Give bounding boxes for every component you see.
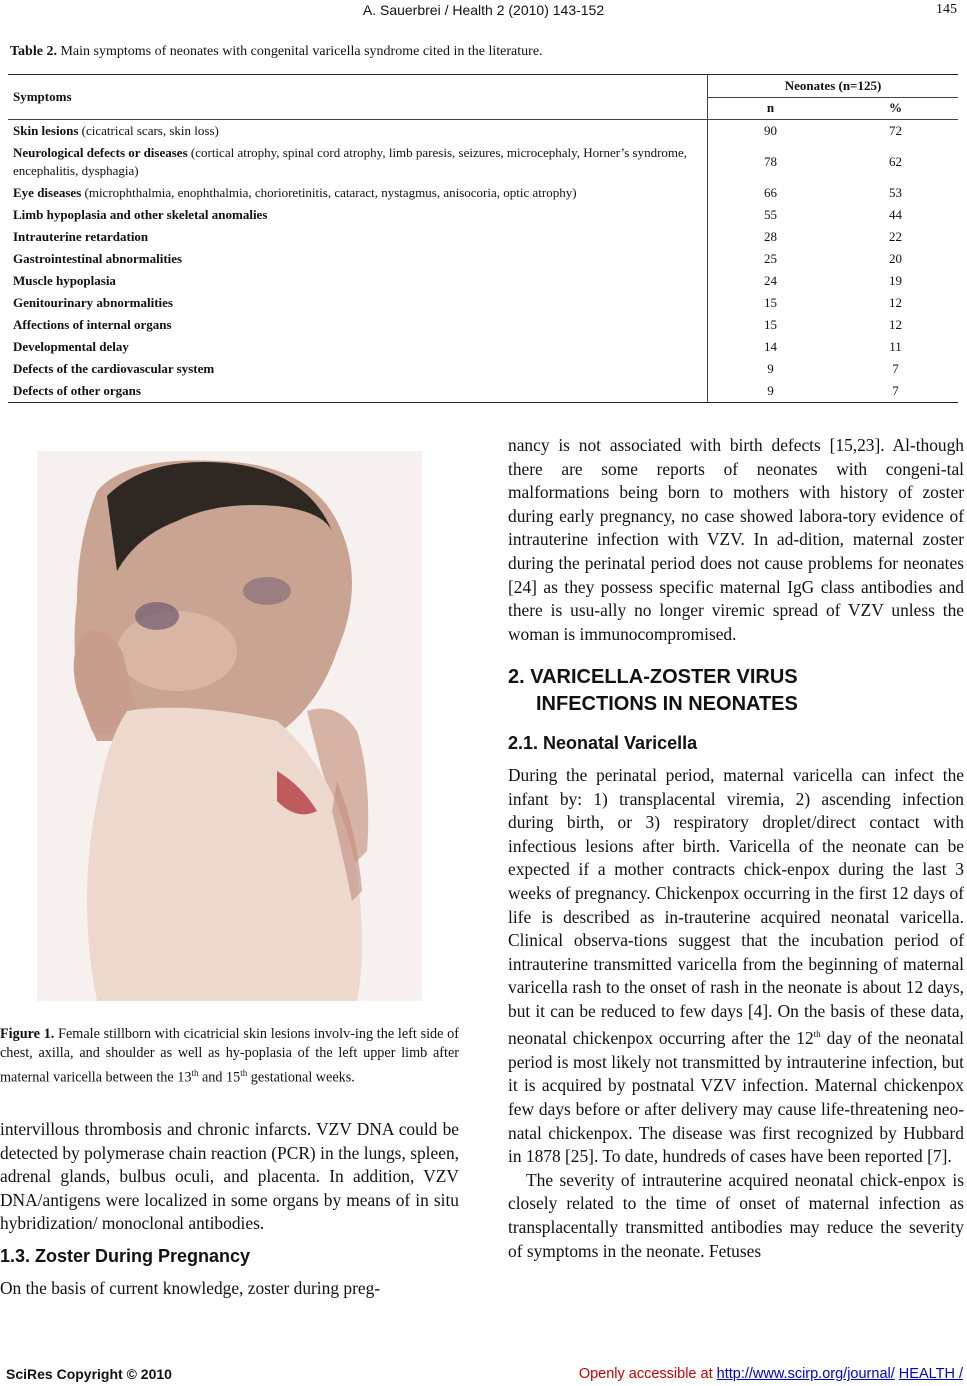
percent-cell: 7	[892, 383, 899, 398]
count-cell: 15	[764, 317, 777, 332]
symptom-name: Gastrointestinal abnormalities	[13, 251, 183, 266]
percent-cell: 72	[889, 123, 902, 138]
figure-label: Figure 1.	[0, 1026, 55, 1042]
table-row	[8, 120, 958, 143]
table-row	[8, 336, 958, 358]
paragraph-text: During the perinatal period, maternal varicella can infect the infant by: 1) transplacental viremia, 2) ascending infection during birth, or 3) respiratory droplet/direct contact with infectious lesions after birth. Varicella of the neonate can be expected if a mother contracts chick-enpox during the last 3 weeks of pregnancy. Chickenpox occurring in the first 12 days of life is described as in-trauterine acquired neonatal varicella. Clinical observa-tions suggest that the incubation period of intrauterine transmitted varicella from the beginning of maternal varicella rash to the onset of rash in the neonate is about 12 days, but it can be reduced to few days [4]. On the basis of these data, neonatal chickenpox occurring after the 12	[508, 764, 964, 1049]
footer-open-text: Openly accessible at	[578, 1366, 717, 1382]
figure-caption-text: Female stillborn with cicatricial skin lesions involv-ing the left side of chest, axilla, and shoulder as well as hy-poplasia of the left upper limb after maternal varicella between the 13	[0, 1026, 460, 1086]
symptom-cell	[8, 226, 708, 248]
subsection-heading: 2.1. Neonatal Varicella	[508, 733, 698, 754]
symptom-cell	[8, 336, 708, 358]
symptom-cell	[8, 380, 708, 403]
symptom-name: Neurological defects or diseases	[13, 145, 188, 160]
percent-cell: 62	[889, 154, 902, 169]
table-label: Table 2.	[10, 44, 57, 59]
page-number: 145	[936, 2, 957, 17]
superscript: th	[240, 1067, 248, 1078]
symptom-name: Muscle hypoplasia	[13, 273, 116, 288]
count-cell: 15	[764, 295, 777, 310]
table-row	[8, 142, 958, 182]
paragraph: On the basis of current knowledge, zoster during preg-	[0, 1277, 381, 1298]
subsection-heading: 1.3. Zoster During Pregnancy	[0, 1245, 251, 1266]
footer-access	[579, 1366, 963, 1382]
figure-photo	[37, 451, 422, 1001]
table-row	[8, 314, 958, 336]
count-cell: 66	[764, 185, 777, 200]
percent-cell: 44	[889, 207, 902, 222]
symptom-cell	[8, 270, 708, 292]
symptom-cell	[8, 314, 708, 336]
journal-name-link[interactable]: HEALTH /	[898, 1366, 963, 1382]
figure-caption-text: and 15	[198, 1069, 241, 1086]
symptom-name: Defects of the cardiovascular system	[13, 361, 215, 376]
count-cell: 28	[764, 229, 777, 244]
paragraph: intervillous thrombosis and chronic infarcts. VZV DNA could be detected by polymerase chain reaction (PCR) in the lungs, spleen, adrenal glands, bulbus oculi, and placenta. In addition, VZV DNA/antigens were localized in some organs by means of in situ hybridization/ monoclonal antibodies.	[0, 1119, 459, 1234]
symptom-name: Affections of internal organs	[13, 317, 172, 332]
symptom-name: Limb hypoplasia and other skeletal anomalies	[13, 207, 268, 222]
table-row	[8, 380, 958, 403]
paragraph	[508, 764, 964, 1169]
count-cell: 90	[764, 123, 777, 138]
section-heading-line2: INFECTIONS IN NEONATES	[536, 693, 798, 716]
table-row	[8, 226, 958, 248]
table-row	[8, 292, 958, 314]
percent-cell: 12	[889, 295, 902, 310]
count-cell: 55	[764, 207, 777, 222]
symptom-cell	[8, 358, 708, 380]
symptom-name: Defects of other organs	[13, 383, 141, 398]
symptom-name: Intrauterine retardation	[13, 229, 149, 244]
symptom-name: Eye diseases	[13, 185, 82, 200]
count-cell: 24	[764, 273, 777, 288]
figure-caption	[0, 1025, 459, 1088]
col-n-header: n	[766, 100, 775, 116]
count-cell: 14	[764, 339, 777, 354]
symptom-cell	[8, 120, 708, 143]
symptom-cell	[8, 204, 708, 226]
symptom-cell	[8, 182, 708, 204]
col-group-header: Neonates (n=125)	[708, 75, 959, 98]
table-caption-text: Main symptoms of neonates with congenital varicella syndrome cited in the literature.	[60, 44, 543, 59]
col-symptoms-header: Symptoms	[8, 75, 708, 120]
running-header: A. Sauerbrei / Health 2 (2010) 143-152	[362, 2, 605, 18]
paragraph: nancy is not associated with birth defects [15,23]. Al-though there are some reports of neonates with congeni-tal malformations being born to mothers with history of zoster during early pregnancy, no case showed labora-tory evidence of intrauterine infection with VZV. In ad-dition, maternal zoster during the perinatal period does not cause problems for neonates [24] as they possess specific maternal IgG class antibodies and there is usu-ally no longer viremic spread of VZV unless the woman is immunocompromised.	[508, 435, 964, 644]
symptom-cell	[8, 142, 708, 182]
symptom-name: Skin lesions	[13, 123, 79, 138]
symptom-name: Developmental delay	[13, 339, 129, 354]
table-row	[8, 204, 958, 226]
percent-cell: 7	[892, 361, 899, 376]
paragraph-text: day of the neonatal period is most likely not transmitted by intrauterine infection, but it is acquired by postnatal VZV infection. Maternal chickenpox few days before or after delivery may cause life-threatening neo-natal chickenpox. The disease was first recognized by Hubbard in 1878 [25]. To date, hundreds of cases have been reported [7].	[508, 1028, 964, 1167]
percent-cell: 12	[889, 317, 902, 332]
left-column	[0, 1118, 459, 1300]
table-caption	[10, 44, 543, 60]
table-row	[8, 248, 958, 270]
symptom-detail: (cortical atrophy, spinal cord atrophy, limb paresis, seizures, microcephaly, Horner’s syndrome, encephalitis, dysphagia)	[13, 145, 688, 178]
percent-cell: 22	[889, 229, 902, 244]
symptom-detail: (cicatrical scars, skin loss)	[78, 123, 219, 138]
col-pct-header: %	[889, 100, 902, 116]
symptom-cell	[8, 292, 708, 314]
count-cell: 9	[767, 383, 774, 398]
paragraph: The severity of intrauterine acquired neonatal chick-enpox is closely related to the time of onset of maternal infection as transplacentally transmitted antibodies may reduce the severity of symptoms in the neonate. Fetuses	[508, 1169, 964, 1261]
symptom-detail: (microphthalmia, enophthalmia, chorioretinitis, cataract, nystagmus, anisocoria, optic atrophy)	[81, 185, 577, 200]
superscript: th	[191, 1067, 199, 1078]
section-heading: 2. VARICELLA-ZOSTER VIRUS	[508, 666, 798, 689]
percent-cell: 11	[889, 339, 902, 354]
footer-copyright: SciRes Copyright © 2010	[6, 1366, 172, 1382]
symptom-cell	[8, 248, 708, 270]
count-cell: 9	[767, 361, 774, 376]
count-cell: 78	[764, 154, 777, 169]
superscript: th	[813, 1029, 821, 1040]
count-cell: 25	[764, 251, 777, 266]
table-row	[8, 182, 958, 204]
symptoms-table	[8, 74, 958, 403]
percent-cell: 19	[889, 273, 902, 288]
journal-url-link[interactable]: http://www.scirp.org/journal/	[716, 1366, 895, 1382]
right-column	[508, 434, 964, 1263]
percent-cell: 20	[889, 251, 902, 266]
figure-caption-text: gestational weeks.	[247, 1069, 355, 1086]
percent-cell: 53	[889, 185, 902, 200]
table-row	[8, 270, 958, 292]
symptom-name: Genitourinary abnormalities	[13, 295, 173, 310]
table-row	[8, 358, 958, 380]
